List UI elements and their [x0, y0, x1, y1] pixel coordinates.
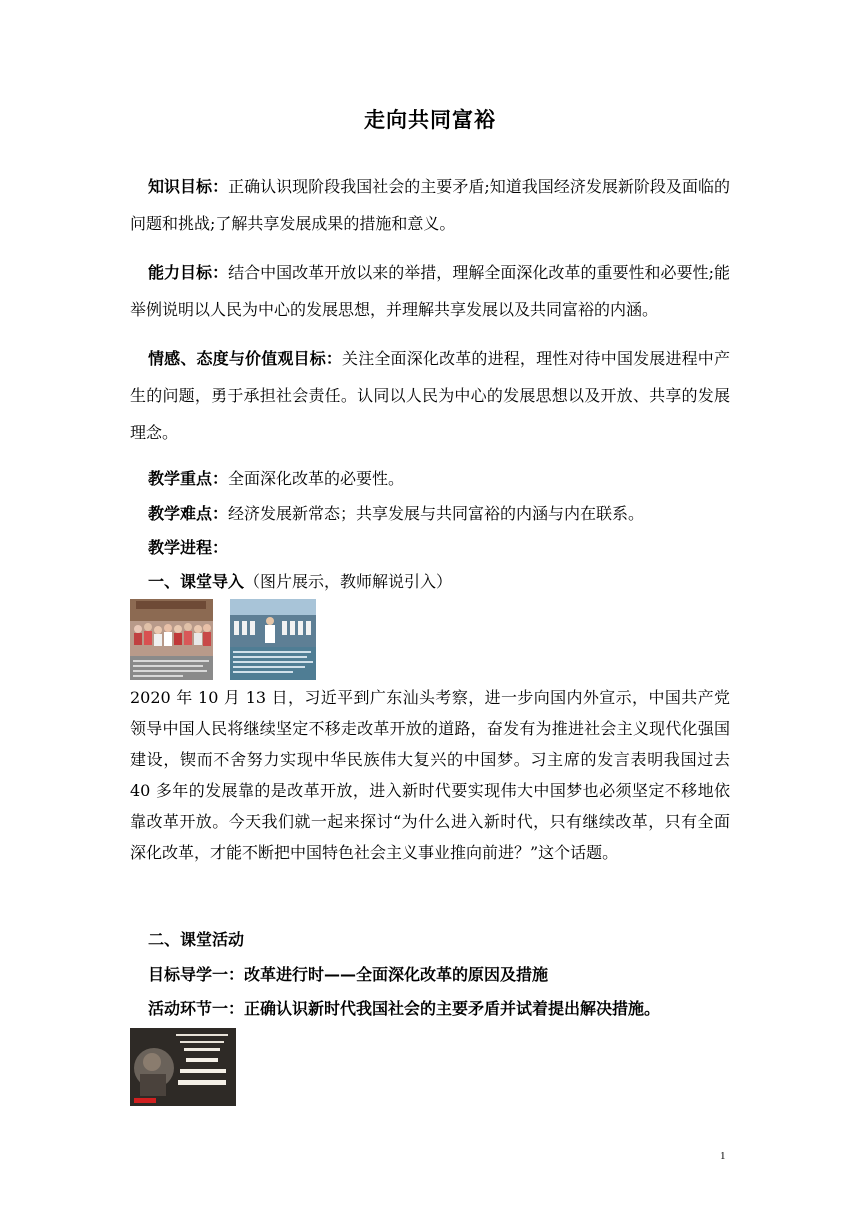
intro-paragraph: 2020 年 10 月 13 日，习近平到广东汕头考察，进一步向国内外宣示，中国共产党领导中国人民将继续坚定不移走改革开放的道路，奋发有为推进社会主义现代化强国建设，锲而不舍努力实现中华民族伟大复兴的中国梦。习主席的发言表明我国过去 40 多年的发展靠的是改革开放，进入新时代要实现伟大中国梦也必须坚定不移地依靠改革开放。今天我们就一起来探讨“为什么进入新时代，只有继续改革，只有全面深化改革，才能不断把中国特色社会主义事业推向前进？”这个话题。: [130, 688, 730, 862]
section-intro-note: （图片展示，教师解说引入）: [244, 572, 453, 591]
difficulty-label: 教学难点：: [148, 504, 229, 523]
knowledge-objective-text: 正确认识现阶段我国社会的主要矛盾;知道我国经济发展新阶段及面临的问题和挑战;了解共享发展成果的措施和意义。: [130, 177, 730, 233]
intro-photo-crowd: [130, 599, 213, 680]
document-title: 走向共同富裕: [364, 108, 496, 132]
emotion-objective-label: 情感、态度与价值观目标：: [148, 349, 343, 368]
section-intro-label: 一、课堂导入: [148, 572, 245, 591]
difficulty-point: [148, 502, 644, 526]
intro-photo-speech: [230, 599, 316, 680]
section-intro-heading: [148, 570, 452, 594]
section-activity-label: 二、课堂活动: [148, 930, 245, 949]
ability-objective-text: 结合中国改革开放以来的举措，理解全面深化改革的重要性和必要性;能举例说明以人民为中心的发展思想，并理解共享发展以及共同富裕的内涵。: [130, 263, 730, 319]
poster-photo-image: [130, 1028, 236, 1106]
section-activity-heading: [148, 928, 244, 952]
key-point: [148, 467, 404, 491]
emotion-objective: [130, 340, 730, 451]
speech-photo-image: [230, 599, 316, 680]
key-point-text: 全面深化改革的必要性。: [228, 469, 405, 488]
emotion-objective-text: 关注全面深化改革的进程，理性对待中国发展进程中产生的问题，勇于承担社会责任。认同以人民为中心的发展思想以及开放、共享的发展理念。: [130, 349, 730, 442]
teaching-process-label: 教学进程：: [148, 538, 229, 557]
activity-photo-poster: [130, 1028, 236, 1106]
crowd-photo-image: [130, 599, 213, 680]
goal-one: 目标导学一：改革进行时——全面深化改革的原因及措施: [148, 965, 549, 984]
page-number: 1: [720, 1150, 726, 1162]
knowledge-objective-label: 知识目标：: [148, 177, 229, 196]
ability-objective: [130, 254, 730, 328]
knowledge-objective: [130, 168, 730, 242]
ability-objective-label: 能力目标：: [148, 263, 229, 282]
teaching-process: [148, 536, 228, 560]
activity-one: 活动环节一：正确认识新时代我国社会的主要矛盾并试着提出解决措施。: [148, 999, 661, 1018]
difficulty-text: 经济发展新常态；共享发展与共同富裕的内涵与内在联系。: [228, 504, 645, 523]
key-point-label: 教学重点：: [148, 469, 229, 488]
